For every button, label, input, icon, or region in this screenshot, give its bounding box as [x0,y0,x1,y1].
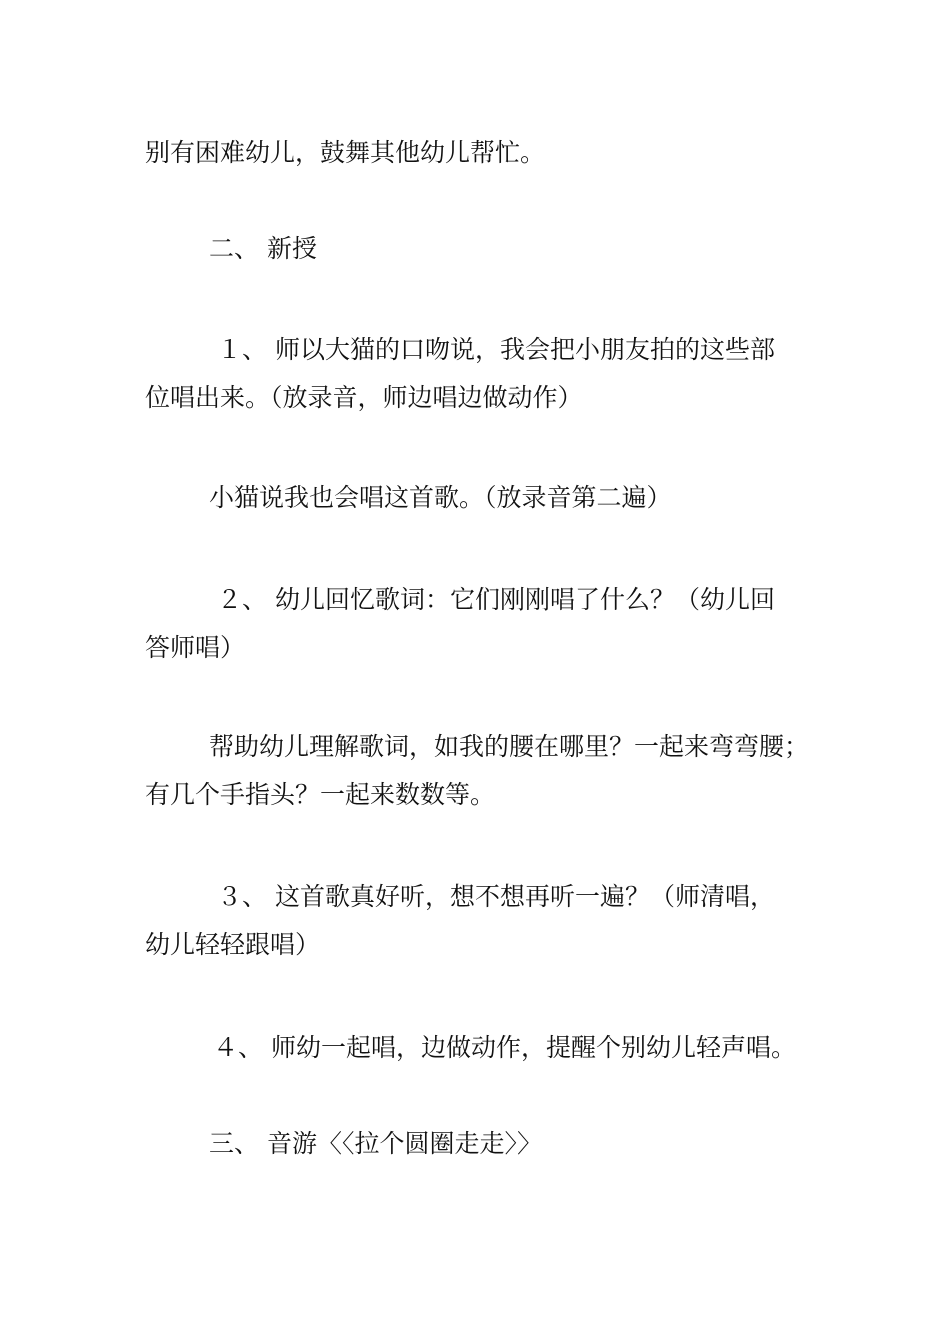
text-line: ２、 幼儿回忆歌词：它们刚刚唱了什么？（幼儿回 [217,585,775,614]
text-line: 答师唱） [145,633,246,662]
step-1-paragraph [145,326,835,422]
text-line: 别有困难幼儿，鼓舞其他幼儿帮忙。 [145,138,546,167]
kitten-sings-paragraph [145,474,835,522]
lyrics-help-paragraph [145,723,835,819]
step-2-paragraph [145,576,835,672]
text-line: 幼儿轻轻跟唱） [145,930,321,959]
step-4-paragraph [145,1024,835,1072]
text-line: １、 师以大猫的口吻说，我会把小朋友拍的这些部 [217,335,775,364]
paragraph-continuation [145,129,835,177]
section-heading-new-lesson [145,225,835,273]
section-heading-music-game [145,1120,835,1168]
text-line: 二、 新授 [209,234,317,263]
text-line: ４、 师幼一起唱，边做动作，提醒个别幼儿轻声唱。 [213,1033,796,1062]
text-line: 帮助幼儿理解歌词，如我的腰在哪里？一起来弯弯腰； [209,732,810,761]
text-line: ３、 这首歌真好听，想不想再听一遍？（师清唱， [217,882,775,911]
text-line: 小猫说我也会唱这首歌。（放录音第二遍） [209,483,672,512]
step-3-paragraph [145,873,835,969]
text-line: 有几个手指头？一起来数数等。 [145,780,496,809]
text-line: 三、 音游〈〈拉个圆圈走走〉〉 [209,1129,542,1158]
text-line: 位唱出来。（放录音，师边唱边做动作） [145,383,583,412]
